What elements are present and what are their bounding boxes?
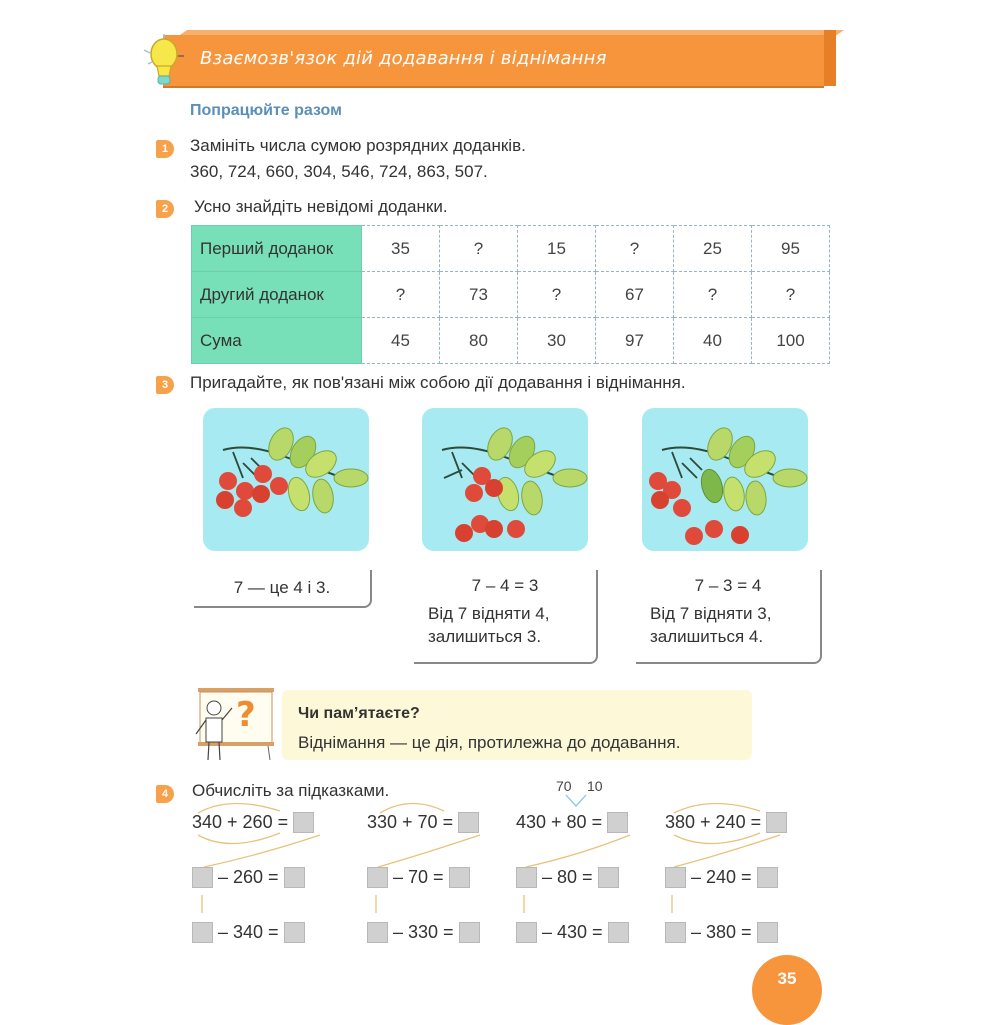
task-number-badge: 4	[156, 785, 174, 803]
answer-box[interactable]	[284, 867, 305, 888]
table-cell: ?	[362, 272, 440, 318]
table-cell: ?	[518, 272, 596, 318]
answer-box[interactable]	[459, 922, 480, 943]
equation-row	[665, 867, 778, 888]
table-cell: ?	[596, 226, 674, 272]
equation-row	[367, 922, 480, 943]
caption-box-1	[194, 570, 372, 608]
equation-row	[192, 922, 305, 943]
table-cell: 25	[674, 226, 752, 272]
answer-box[interactable]	[449, 867, 470, 888]
task-4-text: Обчисліть за підказками.	[192, 781, 390, 800]
answer-box[interactable]	[367, 867, 388, 888]
section-title: Взаємозв'язок дій додавання і віднімання	[200, 48, 607, 69]
task-3-text: Пригадайте, як пов'язані між собою дії додавання і віднімання.	[190, 373, 686, 392]
table-cell: 73	[440, 272, 518, 318]
table-row	[192, 318, 830, 364]
header-bar-side	[824, 30, 836, 86]
table-cell: 97	[596, 318, 674, 364]
equation-text: – 70 =	[393, 867, 444, 887]
caption-line: Від 7 відняти 4,	[428, 604, 550, 623]
table-cell: 15	[518, 226, 596, 272]
answer-box[interactable]	[516, 922, 537, 943]
hint-part-a: 70	[556, 778, 572, 794]
answer-box[interactable]	[608, 922, 629, 943]
equation-text: 340 + 260 =	[192, 812, 289, 832]
equation-text: – 80 =	[542, 867, 593, 887]
teacher-whiteboard-icon	[190, 684, 278, 764]
equation-text: – 380 =	[691, 922, 752, 942]
equation-text: 380 + 240 =	[665, 812, 762, 832]
caption-box-2	[414, 570, 598, 664]
equation-row	[665, 922, 778, 943]
answer-box[interactable]	[665, 867, 686, 888]
table-cell: ?	[674, 272, 752, 318]
table-cell: 40	[674, 318, 752, 364]
answer-box[interactable]	[192, 867, 213, 888]
table-row	[192, 272, 830, 318]
table-cell: 35	[362, 226, 440, 272]
svg-text:?: ?	[236, 695, 256, 735]
equation-row	[367, 867, 470, 888]
row-label: Другий доданок	[192, 272, 362, 318]
table-cell: 100	[752, 318, 830, 364]
caption-equation: 7 – 3 = 4	[694, 576, 762, 595]
answer-box[interactable]	[757, 922, 778, 943]
equation-row	[516, 812, 628, 833]
answer-box[interactable]	[665, 922, 686, 943]
table-cell: 30	[518, 318, 596, 364]
answer-box[interactable]	[607, 812, 628, 833]
equation-text: – 330 =	[393, 922, 454, 942]
task-1-text: Замініть числа сумою розрядних доданків.	[190, 136, 526, 155]
rowan-image-3	[642, 408, 808, 551]
answer-box[interactable]	[293, 812, 314, 833]
caption-box-3	[636, 570, 822, 664]
answer-box[interactable]	[284, 922, 305, 943]
equation-text: 330 + 70 =	[367, 812, 454, 832]
rowan-image-1	[203, 408, 369, 551]
table-cell: ?	[752, 272, 830, 318]
addends-table	[191, 225, 830, 364]
task-number-badge: 2	[156, 200, 174, 218]
lightbulb-icon	[142, 34, 188, 90]
equation-row	[516, 922, 629, 943]
reminder-title: Чи пам’ятаєте?	[298, 705, 420, 722]
equation-row	[192, 867, 305, 888]
table-cell: 45	[362, 318, 440, 364]
row-label: Перший доданок	[192, 226, 362, 272]
row-label: Сума	[192, 318, 362, 364]
answer-box[interactable]	[766, 812, 787, 833]
subtitle: Попрацюйте разом	[190, 102, 342, 119]
equation-text: – 260 =	[218, 867, 279, 887]
equation-text: – 340 =	[218, 922, 279, 942]
caption-line: 7 — це 4 і 3.	[233, 578, 331, 597]
table-cell: ?	[440, 226, 518, 272]
rowan-branch-icon	[642, 408, 808, 551]
rowan-branch-icon	[203, 408, 369, 551]
answer-box[interactable]	[516, 867, 537, 888]
page-number: 35	[752, 955, 822, 1025]
equation-row	[192, 812, 314, 833]
table-row	[192, 226, 830, 272]
reminder-text: Віднімання — це дія, протилежна до додавання.	[298, 733, 681, 752]
equation-text: – 430 =	[542, 922, 603, 942]
equation-row	[665, 812, 787, 833]
caption-line: залишиться 4.	[650, 627, 764, 646]
table-cell: 95	[752, 226, 830, 272]
rowan-branch-icon	[422, 408, 588, 551]
equation-row	[367, 812, 479, 833]
equation-row	[516, 867, 619, 888]
answer-box[interactable]	[757, 867, 778, 888]
answer-box[interactable]	[598, 867, 619, 888]
rowan-image-2	[422, 408, 588, 551]
table-cell: 80	[440, 318, 518, 364]
answer-box[interactable]	[458, 812, 479, 833]
task-number-badge: 1	[156, 140, 174, 158]
task-1-numbers: 360, 724, 660, 304, 546, 724, 863, 507.	[190, 162, 488, 181]
caption-equation: 7 – 4 = 3	[471, 576, 539, 595]
hint-part-b: 10	[587, 778, 603, 794]
equation-text: 430 + 80 =	[516, 812, 603, 832]
equation-text: – 240 =	[691, 867, 752, 887]
table-cell: 67	[596, 272, 674, 318]
task-2-text: Усно знайдіть невідомі доданки.	[194, 197, 448, 216]
caption-line: залишиться 3.	[428, 627, 542, 646]
answer-box[interactable]	[367, 922, 388, 943]
task-number-badge: 3	[156, 376, 174, 394]
caption-line: Від 7 відняти 3,	[650, 604, 772, 623]
answer-box[interactable]	[192, 922, 213, 943]
